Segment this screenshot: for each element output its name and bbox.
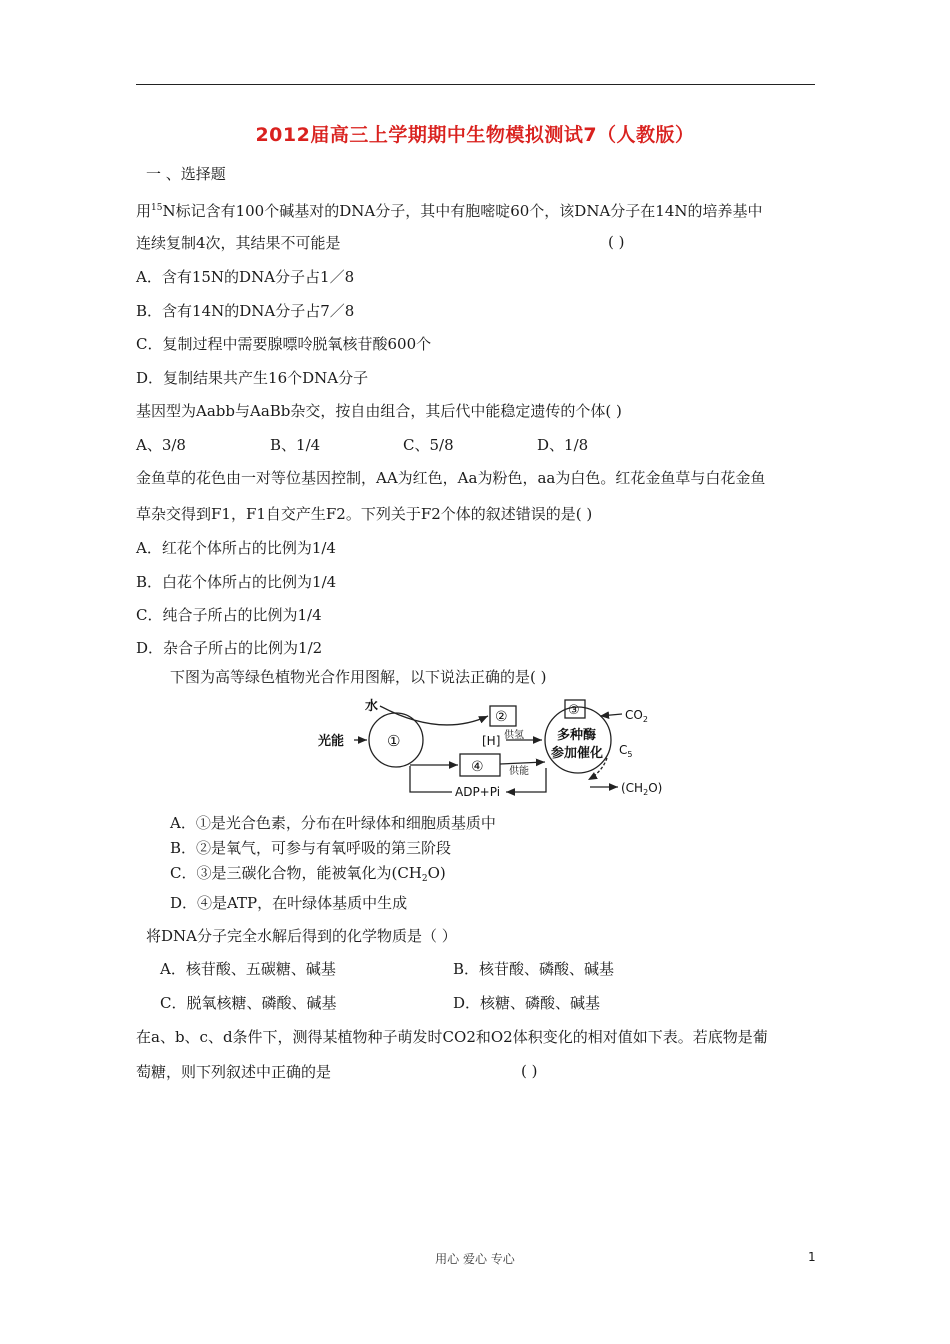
q5-option-a: A．核苷酸、五碳糖、碱基 xyxy=(160,960,336,978)
water-label: 水 xyxy=(365,699,379,714)
energy-arrow xyxy=(500,762,545,764)
q5-stem: 将DNA分子完全水解后得到的化学物质是（ ） xyxy=(146,927,457,945)
q3-option-b: B．白花个体所占的比例为1/4 xyxy=(136,573,337,591)
q4-option-b: B．②是氧气，可参与有氧呼吸的第三阶段 xyxy=(170,839,452,857)
co2-arrow xyxy=(600,714,622,716)
enzyme-label-1: 多种酶 xyxy=(557,728,597,743)
h-label: [H] xyxy=(482,734,501,748)
light-energy-label: 光能 xyxy=(318,734,345,749)
q4-stem: 下图为高等绿色植物光合作用图解，以下说法正确的是( ) xyxy=(170,668,547,686)
q1-option-a: A．含有15N的DNA分子占1／8 xyxy=(136,268,355,286)
q5-option-b: B．核苷酸、磷酸、碱基 xyxy=(453,960,615,978)
q2-option-c: C、5/8 xyxy=(403,436,454,454)
section-heading: 一 、选择题 xyxy=(146,165,226,183)
q6-answer-paren: ( ) xyxy=(521,1062,538,1080)
q1-option-b: B．含有14N的DNA分子占7／8 xyxy=(136,302,355,320)
adp-label: ADP+Pi xyxy=(455,785,501,799)
q6-stem-line2: 萄糖，则下列叙述中正确的是 xyxy=(136,1063,332,1081)
q2-option-a: A、3/8 xyxy=(136,436,186,454)
q3-option-a: A．红花个体所占的比例为1/4 xyxy=(136,539,336,557)
label-4: ④ xyxy=(471,759,484,775)
header-rule xyxy=(136,84,815,85)
label-1: ① xyxy=(387,732,401,750)
supply-energy-label: 供能 xyxy=(509,766,529,777)
q1-option-d: D．复制结果共产生16个DNA分子 xyxy=(136,369,369,387)
q4-option-d: D．④是ATP，在叶绿体基质中生成 xyxy=(170,894,408,912)
q4-option-a: A．①是光合色素，分布在叶绿体和细胞质基质中 xyxy=(170,814,496,832)
label-3: ③ xyxy=(568,703,580,718)
ch2o-label: $(CH_2O)$ xyxy=(621,781,663,797)
co2-label: $CO_2$ xyxy=(625,708,648,724)
c5-dashed-arrow xyxy=(588,758,607,780)
q1-answer-paren: ( ) xyxy=(608,233,625,251)
q2-stem: 基因型为Aabb与AaBb杂交，按自由组合，其后代中能稳定遗传的个体( ) xyxy=(136,402,622,420)
q3-stem-line1: 金鱼草的花色由一对等位基因控制，AA为红色，Aa为粉色，aa为白色。红花金鱼草与白花金鱼 xyxy=(136,469,766,487)
q2-option-d: D、1/8 xyxy=(537,436,589,454)
label-2: ② xyxy=(495,709,508,725)
document-title: 2012届高三上学期期中生物模拟测试7（人教版） xyxy=(255,124,695,146)
q2-option-b: B、1/4 xyxy=(270,436,321,454)
supply-h-label: 供氢 xyxy=(504,730,524,741)
photosynthesis-diagram xyxy=(310,692,690,804)
q1-stem-line1: 用$^{15}$N标记含有100个碱基对的DNA分子，其中有胞嘧啶60个，该DNA分子在14N的培养基中 xyxy=(136,202,763,220)
q5-option-c: C．脱氧核糖、磷酸、碱基 xyxy=(160,994,337,1012)
footer-text: 用心 爱心 专心 xyxy=(435,1252,515,1266)
q1-superscript: 15 xyxy=(151,203,163,213)
q3-option-c: C．纯合子所占的比例为1/4 xyxy=(136,606,322,624)
q3-stem-line2: 草杂交得到F1，F1自交产生F2。下列关于F2个体的叙述错误的是( ) xyxy=(136,505,593,523)
adp-to-light-line xyxy=(410,766,452,792)
enzyme-label-2: 参加催化 xyxy=(551,746,604,761)
q4-option-c: C．③是三碳化合物，能被氧化为$(CH_2O)$ xyxy=(170,864,446,884)
q3-option-d: D．杂合子所占的比例为1/2 xyxy=(136,639,323,657)
c5-label: $C_5$ xyxy=(619,743,633,759)
q6-stem-line1: 在a、b、c、d条件下，测得某植物种子萌发时CO2和O2体积变化的相对值如下表。若底物是葡 xyxy=(136,1028,768,1046)
water-arrow xyxy=(380,706,488,725)
q5-option-d: D．核糖、磷酸、碱基 xyxy=(453,994,601,1012)
q1-stem-line2: 连续复制4次，其结果不可能是 xyxy=(136,234,341,252)
page-number: 1 xyxy=(808,1250,816,1264)
q1-option-c: C．复制过程中需要腺嘌呤脱氧核苷酸600个 xyxy=(136,335,432,353)
